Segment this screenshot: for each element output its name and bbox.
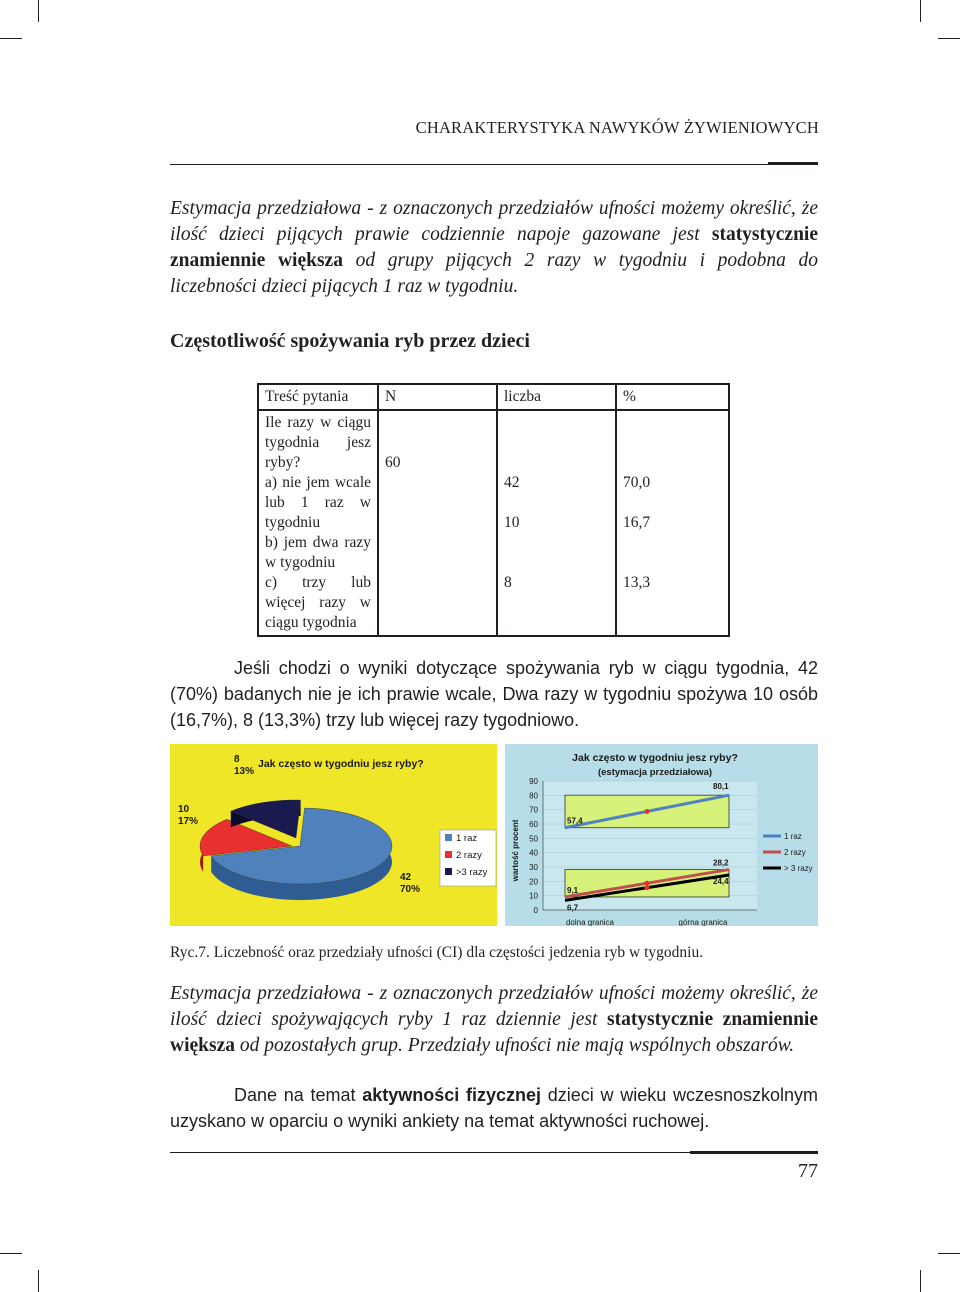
pie-chart	[170, 744, 497, 926]
y-tick-label: 60	[529, 820, 538, 829]
estimation-emphasis: statystycznie znamiennie większa	[170, 1009, 818, 1056]
y-tick-label: 20	[529, 877, 538, 887]
n-value: 60	[385, 454, 401, 471]
chart-subtitle: (estymacja przedziałowa)	[597, 767, 713, 778]
pie-label-count: 8	[234, 754, 240, 765]
series-midpoint	[645, 881, 650, 886]
legend-label: 1 raz	[784, 832, 802, 841]
legend-swatch	[445, 868, 452, 875]
data-label: 6,7	[567, 903, 579, 913]
question-cell	[258, 410, 378, 636]
data-label: 24,4	[713, 877, 729, 887]
ci-line-chart	[505, 744, 818, 926]
pie-label-count: 10	[178, 804, 190, 815]
y-tick-label: 80	[529, 791, 538, 801]
x-tick-label: górna granica	[678, 918, 728, 926]
frequency-table	[257, 383, 730, 637]
y-tick-label: 30	[529, 863, 538, 872]
results-paragraph: Jeśli chodzi o wyniki dotyczące spożywania ryb w ciągu tygodnia, 42 (70%) badanych nie je ich prawie wcale, Dwa razy w tygodniu spożywa 10 osób (16,7%), 8 (13,3%) trzy lub więcej razy tygodniowo.	[170, 658, 818, 730]
y-tick-label: 50	[529, 834, 538, 844]
activity-text: dzieci w wieku wczesnoszkolnym uzyskano w oparciu o wyniki ankiety na temat aktywności ruchowej.	[170, 1085, 818, 1131]
legend-label: 2 razy	[784, 848, 806, 857]
percent-value: 70,0	[623, 474, 651, 491]
estimation-text: Estymacja przedziałowa - z oznaczonych przedziałów ufności możemy określić, że ilość dzieci pijących prawie codziennie napoje gazowane jest	[170, 198, 818, 245]
crop-mark	[938, 1253, 960, 1254]
chart-title: Jak często w tygodniu jesz ryby?	[258, 758, 424, 770]
count-value: 42	[504, 474, 520, 491]
data-label: 28,2	[713, 858, 729, 868]
pie-label-percent: 17%	[178, 816, 199, 827]
count-value: 8	[504, 574, 512, 591]
activity-paragraph	[170, 1082, 818, 1134]
legend-swatch	[445, 851, 452, 858]
table-header-cell: %	[616, 384, 729, 410]
y-tick-label: 90	[529, 777, 538, 786]
crop-mark	[0, 1253, 22, 1254]
y-axis-label: wartość procent	[511, 819, 520, 882]
data-label: 57,4	[567, 816, 583, 826]
y-tick-label: 0	[533, 906, 538, 915]
activity-emphasis: aktywności fizycznej	[362, 1085, 542, 1105]
activity-text: Dane na temat	[234, 1085, 363, 1105]
chart-title: Jak często w tygodniu jesz ryby?	[572, 752, 738, 764]
header-rule-accent	[768, 162, 818, 165]
data-label: 9,1	[567, 885, 579, 895]
legend-swatch	[445, 834, 452, 841]
legend-label: >3 razy	[456, 867, 488, 878]
option-text: a) nie jem wcale lub 1 raz w tygodniu	[265, 474, 371, 531]
footer-rule-accent	[690, 1151, 818, 1154]
legend-label: 1 raz	[456, 833, 478, 844]
ci-line-chart-svg	[505, 744, 818, 926]
estimation-text: Estymacja przedziałowa - z oznaczonych przedziałów ufności możemy określić, że ilość dzieci spożywających ryby 1 raz dziennie jest	[170, 983, 818, 1030]
estimation-emphasis: statystycznie znamiennie większa	[170, 224, 818, 271]
percent-value: 16,7	[623, 514, 651, 531]
series-midpoint	[645, 885, 650, 890]
pie-chart-svg	[170, 744, 497, 926]
table-header-cell: N	[378, 384, 497, 410]
crop-mark	[920, 1270, 921, 1292]
header-rule	[170, 164, 818, 165]
option-text: c) trzy lub więcej razy w ciągu tygodnia	[265, 574, 371, 631]
pie-label-percent: 13%	[234, 766, 255, 777]
crop-mark	[938, 38, 960, 39]
page-number: 77	[798, 1160, 818, 1182]
estimation-paragraph-2	[170, 981, 818, 1059]
figure-caption: Ryc.7. Liczebność oraz przedziały ufności (CI) dla częstości jedzenia ryb w tygodniu.	[170, 944, 704, 961]
y-tick-label: 10	[529, 891, 538, 901]
crop-mark	[38, 0, 39, 22]
data-label: 80,1	[713, 782, 729, 792]
series-midpoint	[645, 809, 650, 814]
n-cell	[378, 410, 497, 636]
section-title: Częstotliwość spożywania ryb przez dzieci	[170, 330, 530, 352]
estimation-paragraph-1	[170, 196, 818, 300]
pie-label-count: 42	[400, 872, 412, 883]
pie-label-percent: 70%	[400, 884, 421, 895]
running-header: CHARAKTERYSTYKA NAWYKÓW ŻYWIENIOWYCH	[415, 118, 819, 137]
crop-mark	[38, 1270, 39, 1292]
question-text: Ile razy w ciągu tygodnia jesz ryby?	[265, 414, 371, 471]
crop-mark	[920, 0, 921, 22]
count-value: 10	[504, 514, 520, 531]
percent-cell	[616, 410, 729, 636]
table-row	[258, 410, 729, 636]
percent-value: 13,3	[623, 574, 651, 591]
table-header-row	[258, 384, 729, 410]
legend-label: 2 razy	[456, 850, 482, 861]
count-cell	[497, 410, 616, 636]
x-tick-label: dolna granica	[565, 918, 615, 926]
estimation-text: od pozostałych grup. Przedziały ufności nie mają wspólnych obszarów.	[235, 1035, 795, 1056]
table-header-cell: Treść pytania	[258, 384, 378, 410]
estimation-text: od grupy pijących 2 razy w tygodniu i podobna do liczebności dzieci pijących 1 raz w tygodniu.	[170, 250, 818, 297]
y-tick-label: 70	[529, 805, 538, 815]
option-text: b) jem dwa razy w tygodniu	[265, 534, 371, 571]
y-tick-label: 40	[529, 848, 538, 858]
table-header-cell: liczba	[497, 384, 616, 410]
legend-label: > 3 razy	[784, 864, 813, 873]
crop-mark	[0, 38, 22, 39]
